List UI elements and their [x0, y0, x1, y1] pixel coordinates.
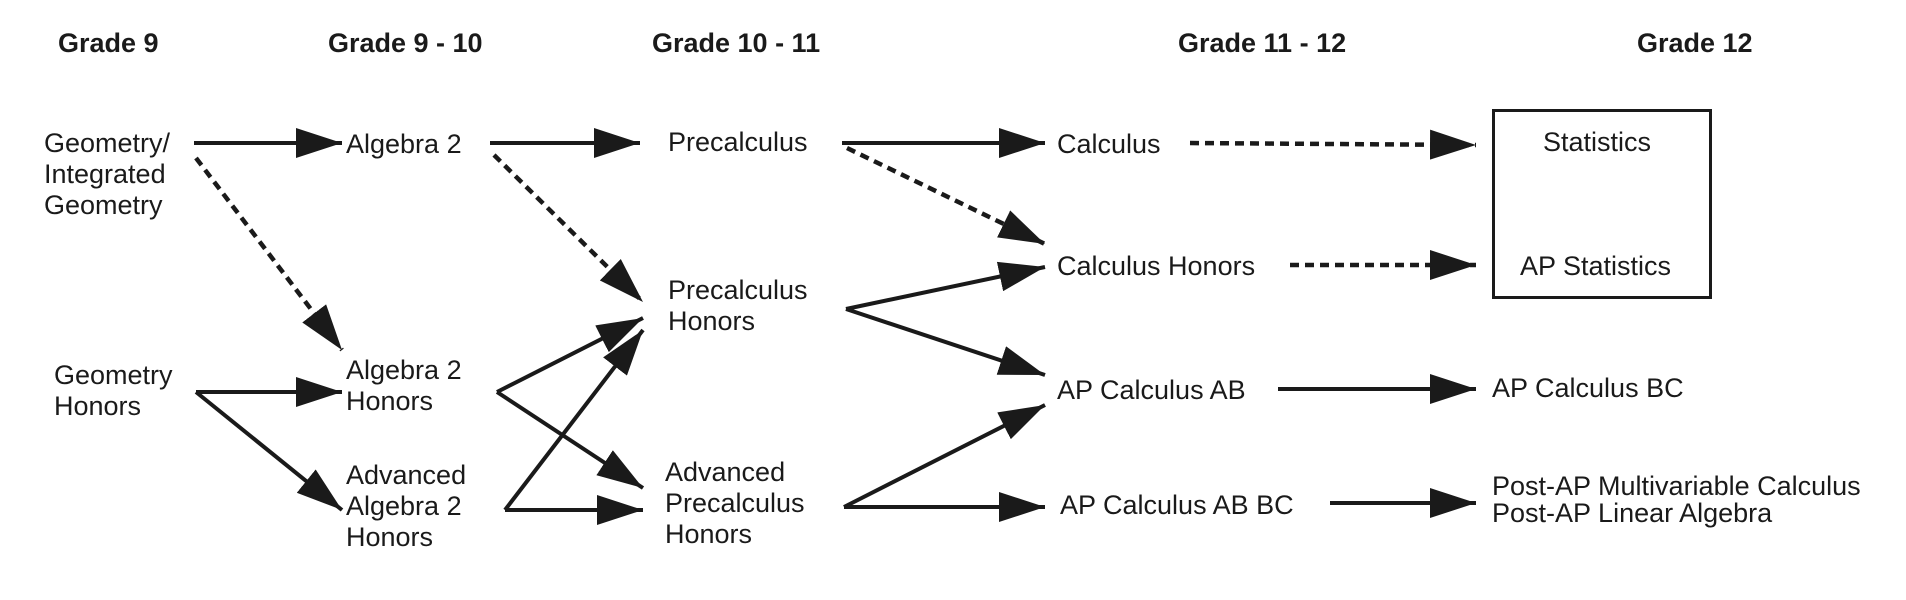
arrow-precalculus-to-calculus-honors: [847, 148, 1045, 244]
course-advanced-algebra-2-honors-line-3: Honors: [346, 522, 434, 552]
course-geometry-honors-line-2: Honors: [54, 391, 142, 421]
header-grade-9-10: Grade 9 - 10: [328, 28, 483, 58]
course-geometry-honors-line-1: Geometry: [54, 360, 173, 390]
course-algebra-2: Algebra 2: [346, 129, 462, 159]
course-calculus-honors: Calculus Honors: [1057, 251, 1256, 281]
course-precalculus-honors-line-2: Honors: [668, 306, 756, 336]
arrow-algebra2-honors-to-precalculus-honors: [497, 318, 643, 392]
arrow-algebra2-to-precalculus-honors: [494, 155, 643, 302]
course-geometry-line-1: Geometry/: [44, 128, 171, 158]
course-advanced-algebra-2-honors-line-1: Advanced: [346, 460, 467, 490]
arrow-adv-algebra2-honors-to-precalculus-honors: [505, 330, 643, 510]
arrow-precalculus-honors-to-ap-calc-ab: [846, 309, 1045, 375]
arrow-geometry-to-algebra2-honors: [196, 158, 342, 350]
course-post-ap-line-2: Post-AP Linear Algebra: [1492, 498, 1773, 528]
header-grade-10-11: Grade 10 - 11: [652, 28, 821, 58]
course-advanced-precalculus-honors-line-2: Precalculus: [665, 488, 805, 518]
course-statistics: Statistics: [1543, 127, 1652, 157]
course-geometry-line-3: Geometry: [44, 190, 163, 220]
header-grade-11-12: Grade 11 - 12: [1178, 28, 1347, 58]
course-ap-calculus-ab-bc: AP Calculus AB BC: [1060, 490, 1294, 520]
course-precalculus-honors-line-1: Precalculus: [668, 275, 808, 305]
course-ap-statistics: AP Statistics: [1520, 251, 1672, 281]
course-advanced-precalculus-honors-line-1: Advanced: [665, 457, 786, 487]
course-algebra-2-honors-line-1: Algebra 2: [346, 355, 462, 385]
arrow-calculus-to-statistics: [1190, 143, 1476, 145]
course-post-ap-line-1: Post-AP Multivariable Calculus: [1492, 471, 1861, 501]
course-advanced-precalculus-honors-line-3: Honors: [665, 519, 753, 549]
course-precalculus: Precalculus: [668, 127, 808, 157]
header-grade-12: Grade 12: [1637, 28, 1753, 58]
header-grade-9: Grade 9: [58, 28, 159, 58]
arrow-algebra2-honors-to-adv-precalculus-honors: [497, 392, 643, 488]
course-geometry-line-2: Integrated: [44, 159, 166, 189]
course-calculus: Calculus: [1057, 129, 1161, 159]
course-ap-calculus-ab: AP Calculus AB: [1057, 375, 1246, 405]
course-ap-calculus-bc: AP Calculus BC: [1492, 373, 1684, 403]
arrow-geometry-honors-to-adv-algebra2-honors: [196, 392, 342, 510]
course-algebra-2-honors-line-2: Honors: [346, 386, 434, 416]
course-advanced-algebra-2-honors-line-2: Algebra 2: [346, 491, 462, 521]
arrow-adv-precalculus-honors-to-ap-calc-ab: [844, 405, 1045, 507]
arrow-layer: [194, 143, 1476, 510]
arrow-precalculus-honors-to-calculus-honors: [846, 267, 1045, 309]
